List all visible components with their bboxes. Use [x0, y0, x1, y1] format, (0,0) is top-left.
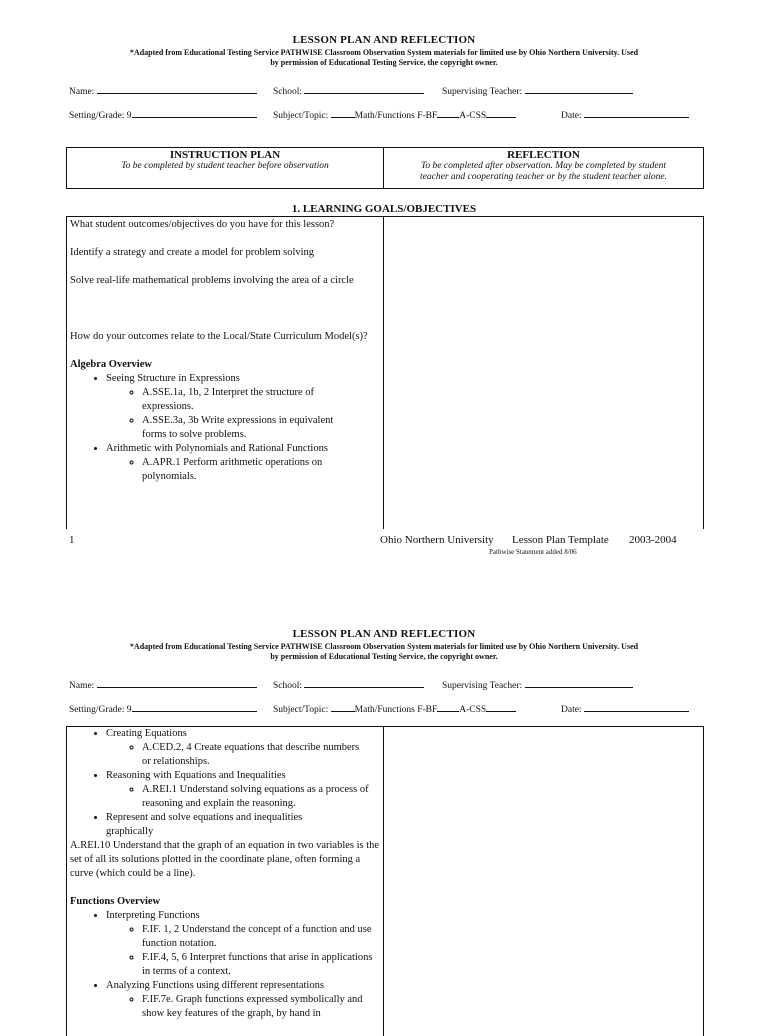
learning-goals-heading: 1. LEARNING GOALS/OBJECTIVES [291, 203, 477, 215]
reflection-subtitle-2: teacher and cooperating teacher or by the student teacher alone. [420, 172, 667, 182]
algebra-overview-heading: Algebra Overview [70, 359, 152, 370]
name-field [69, 84, 257, 97]
list-item: • Creating Equations ◦ A.CED.2, 4 Create equations that describe numbers or relationships. [106, 727, 380, 769]
page-2-copyright-credit [70, 642, 698, 662]
reflection-header [383, 147, 704, 189]
list-item: ◦ A.SSE.3a, 3b Write expressions in equivalent forms to solve problems. [142, 414, 380, 442]
list-item: ◦ F.IF.4, 5, 6 Interpret functions that arise in applications in terms of a context. [142, 951, 380, 979]
supervising-teacher-blank [525, 678, 633, 688]
list-item: ◦ F.IF. 1, 2 Understand the concept of a function and use function notation. [142, 923, 380, 951]
school-blank [304, 84, 424, 94]
instruction-plan-subtitle: To be completed by student teacher before observation [121, 161, 329, 171]
supervising-teacher-field [442, 84, 633, 97]
setting-grade-blank [132, 702, 257, 712]
footer-template: Lesson Plan Template [512, 534, 609, 546]
subject-blank-2 [437, 108, 459, 118]
copyright-credit [70, 48, 698, 68]
credit-line-1: *Adapted from Educational Testing Service PATHWISE Classroom Observation System materials for limited use by Ohio Northern University. Used [129, 642, 639, 651]
subject-topic-value-2: A-CSS [459, 705, 487, 715]
page-2-name-field [69, 678, 257, 691]
setting-grade-label: Setting/Grade: 9 [69, 111, 132, 121]
reflection-subtitle-1: To be completed after observation. May be completed by student [420, 161, 666, 171]
objective-1: Identify a strategy and create a model for problem solving [70, 247, 315, 258]
subject-topic-value: Math/Functions F-BF [354, 111, 438, 121]
page-2-school-field [273, 678, 424, 691]
page-2-supervising-teacher-field [442, 678, 633, 691]
setting-grade-field [69, 108, 257, 121]
list-item: ◦ F.IF.7e. Graph functions expressed symbolically and show key features of the graph, by hand in [142, 993, 380, 1021]
curriculum-question: How do your outcomes relate to the Local/State Curriculum Model(s)? [70, 331, 368, 342]
school-label: School: [273, 681, 303, 691]
list-item: ◦ A.REI.1 Understand solving equations as a process of reasoning and explain the reasoning. [142, 783, 380, 811]
subject-topic-value-2: A-CSS [459, 111, 487, 121]
functions-list [70, 909, 380, 1021]
reflection-cell [383, 216, 704, 529]
reflection-title: REFLECTION [507, 149, 580, 161]
supervising-teacher-label: Supervising Teacher: [442, 681, 523, 691]
credit-line-1: *Adapted from Educational Testing Service PATHWISE Classroom Observation System materials for limited use by Ohio Northern University. Used [129, 48, 639, 57]
list-item: • Arithmetic with Polynomials and Rational Functions ◦ A.APR.1 Perform arithmetic operations on polynomials. [106, 442, 380, 484]
date-field [561, 108, 689, 121]
name-label: Name: [69, 681, 95, 691]
subject-topic-value: Math/Functions F-BF [354, 705, 438, 715]
page-2-reflection-cell [383, 726, 704, 1036]
school-field [273, 84, 424, 97]
subject-blank-1 [331, 108, 355, 118]
page-2-subject-topic-field [273, 702, 516, 715]
page-number: 1 [69, 534, 75, 546]
list-item: • Reasoning with Equations and Inequalities ◦ A.REI.1 Understand solving equations as a process of reasoning and explain the reasoning. [106, 769, 380, 811]
name-blank [97, 678, 257, 688]
outcomes-question: What student outcomes/objectives do you have for this lesson? [70, 219, 335, 230]
page-2-instruction-plan-cell [66, 726, 384, 1036]
instruction-plan-header [66, 147, 384, 189]
page-2-setting-grade-field [69, 702, 257, 715]
date-label: Date: [561, 705, 582, 715]
subject-blank-3 [486, 702, 516, 712]
subject-topic-label: Subject/Topic: [273, 111, 331, 121]
school-blank [304, 678, 424, 688]
setting-grade-label: Setting/Grade: 9 [69, 705, 132, 715]
list-item: • Analyzing Functions using different representations ◦ F.IF.7e. Graph functions expressed symbolically and show key features of the graph, by hand in [106, 979, 380, 1021]
name-label: Name: [69, 87, 95, 97]
footer-years: 2003-2004 [629, 534, 677, 546]
page-title: LESSON PLAN AND REFLECTION [292, 34, 476, 46]
credit-line-2: by permission of Educational Testing Service, the copyright owner. [270, 58, 498, 67]
page-2-date-field [561, 702, 689, 715]
supervising-teacher-blank [525, 84, 633, 94]
objective-2: Solve real-life mathematical problems involving the area of a circle [70, 275, 354, 286]
subject-topic-label: Subject/Topic: [273, 705, 331, 715]
date-blank [584, 108, 689, 118]
supervising-teacher-label: Supervising Teacher: [442, 87, 523, 97]
equations-list [70, 727, 380, 839]
list-item: • Represent and solve equations and inequalities graphically [106, 811, 380, 839]
subject-blank-2 [437, 702, 459, 712]
list-item: ◦ A.APR.1 Perform arithmetic operations on polynomials. [142, 456, 380, 484]
date-label: Date: [561, 111, 582, 121]
algebra-list [70, 372, 380, 484]
footer-note: Pathwise Statement added 8/06 [489, 548, 577, 556]
list-item: • Seeing Structure in Expressions ◦ A.SSE.1a, 1b, 2 Interpret the structure of expressions. ◦ A.SSE.3a, 3b Write expressions in equivalent forms to solve problems. [106, 372, 380, 442]
list-item: ◦ A.CED.2, 4 Create equations that describe numbers or relationships. [142, 741, 380, 769]
setting-grade-blank [132, 108, 257, 118]
credit-line-2: by permission of Educational Testing Service, the copyright owner. [270, 652, 498, 661]
page-2-title: LESSON PLAN AND REFLECTION [292, 628, 476, 640]
subject-blank-1 [331, 702, 355, 712]
rei10-paragraph: A.REI.10 Understand that the graph of an equation in two variables is the set of all its solutions plotted in the coordinate plane, often forming a curve (which could be a line). [70, 840, 380, 879]
instruction-plan-title: INSTRUCTION PLAN [169, 149, 281, 161]
name-blank [97, 84, 257, 94]
functions-overview-heading: Functions Overview [70, 896, 161, 907]
subject-topic-field [273, 108, 516, 121]
school-label: School: [273, 87, 303, 97]
list-item: • Interpreting Functions ◦ F.IF. 1, 2 Understand the concept of a function and use function notation. ◦ F.IF.4, 5, 6 Interpret functions that arise in applications in terms of a context. [106, 909, 380, 979]
subject-blank-3 [486, 108, 516, 118]
instruction-plan-cell [66, 216, 384, 529]
footer-university: Ohio Northern University [380, 534, 494, 546]
list-item: ◦ A.SSE.1a, 1b, 2 Interpret the structure of expressions. [142, 386, 380, 414]
date-blank [584, 702, 689, 712]
